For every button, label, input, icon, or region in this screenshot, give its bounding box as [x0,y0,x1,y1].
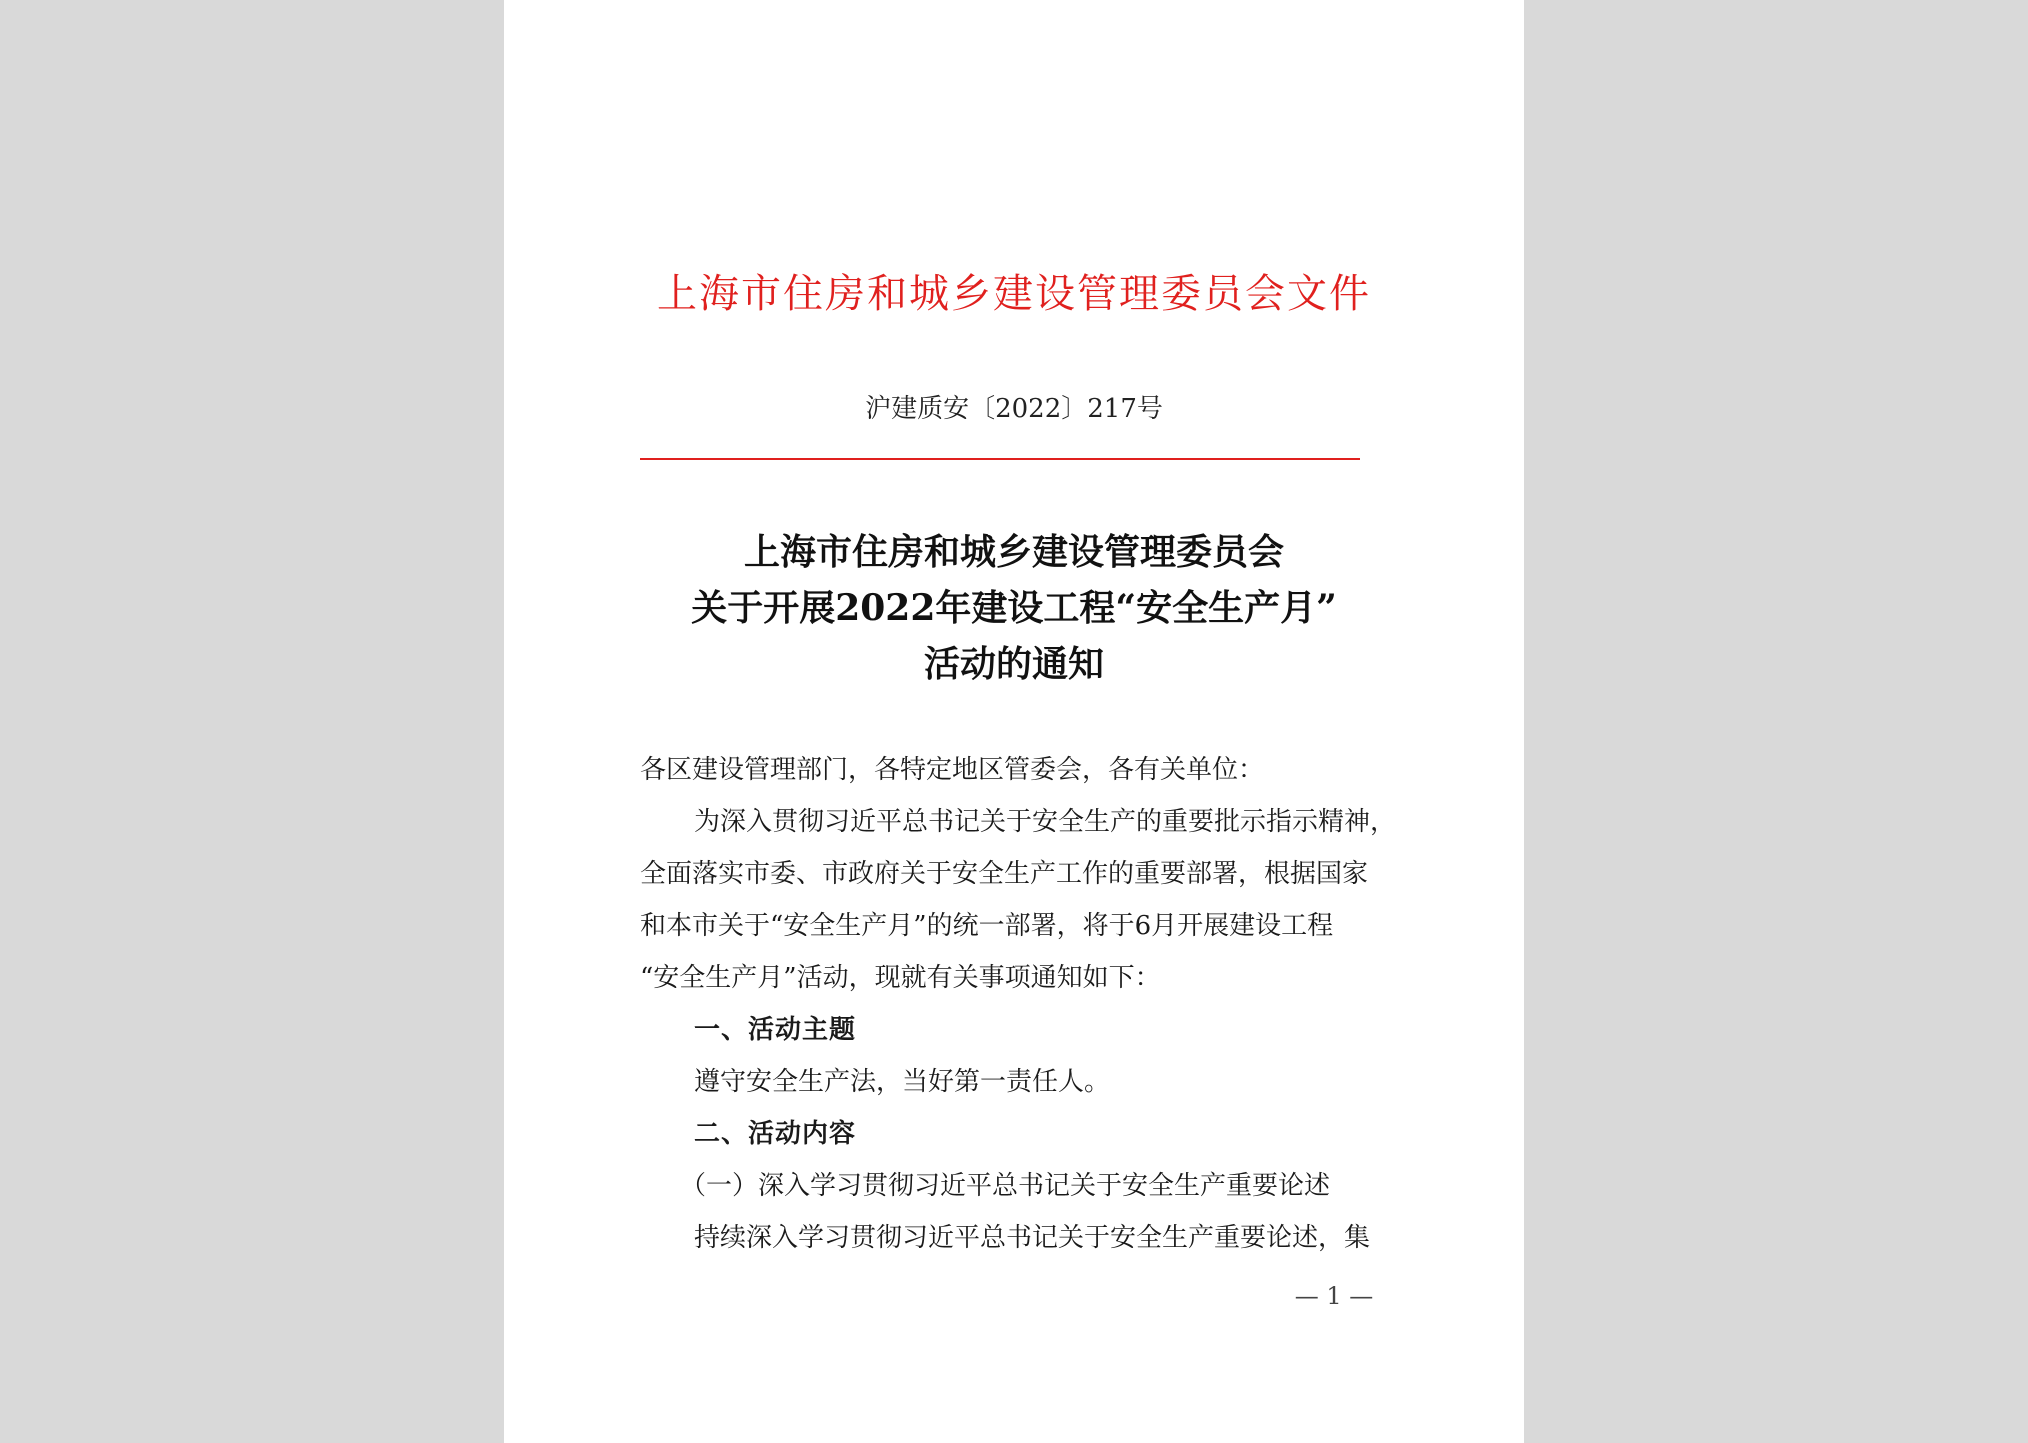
paragraph-1-line-2: 全面落实市委、市政府关于安全生产工作的重要部署，根据国家 [640,859,1369,889]
subsection-1-text: 持续深入学习贯彻习近平总书记关于安全生产重要论述，集 [694,1223,1371,1253]
paragraph-1-line-4: “安全生产月”活动，现就有关事项通知如下： [640,963,1161,993]
notice-title-line-2: 关于开展2022年建设工程“安全生产月” [691,587,1337,629]
paragraph-1-line-3: 和本市关于“安全生产月”的统一部署，将于6月开展建设工程 [640,911,1334,941]
org-header-title: 上海市住房和城乡建设管理委员会文件 [657,271,1371,317]
section-1-heading: 一、活动主题 [694,1015,857,1045]
paragraph-1-line-1: 为深入贯彻习近平总书记关于安全生产的重要批示指示精神， [694,807,1397,837]
document-number: 沪建质安〔2022〕217号 [865,394,1163,424]
section-1-text: 遵守安全生产法，当好第一责任人。 [694,1067,1111,1097]
page-number: — 1 — [1294,1282,1374,1310]
notice-title [504,524,1524,692]
notice-body [640,744,1400,1264]
notice-title-line-1: 上海市住房和城乡建设管理委员会 [743,531,1284,573]
document-page [504,0,1524,1443]
notice-title-line-3: 活动的通知 [923,643,1104,685]
section-2-heading: 二、活动内容 [694,1119,857,1149]
subsection-1-heading: （一）深入学习贯彻习近平总书记关于安全生产重要论述 [680,1171,1331,1201]
red-divider-line [640,458,1360,460]
salutation: 各区建设管理部门，各特定地区管委会，各有关单位： [640,755,1265,785]
